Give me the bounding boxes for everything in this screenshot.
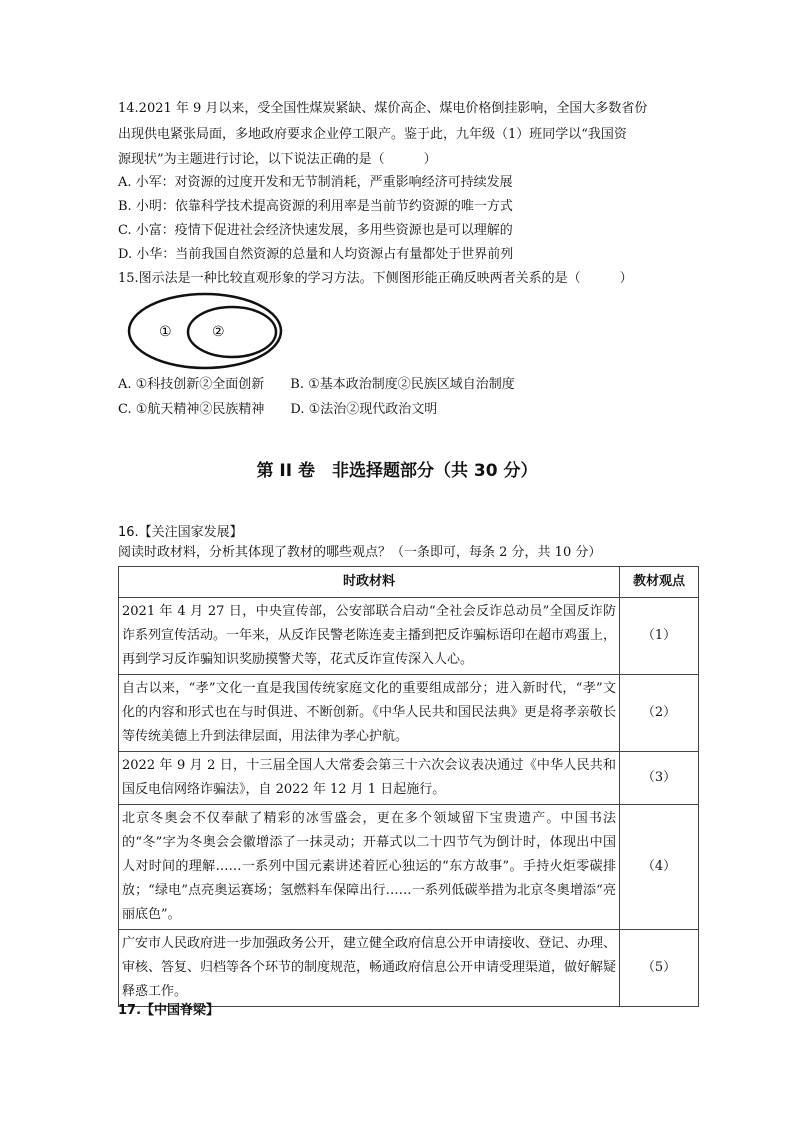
- section-title: 第 II 卷 非选择题部分（共 30 分）: [256, 461, 538, 481]
- table-row: [119, 675, 699, 752]
- material-cell: 2021 年 4 月 27 日，中央宣传部，公安部联合启动“全社会反诈总动员”全国反诈防诈系列宣传活动。一年来，从反诈民警老陈连麦主播到把反诈骗标语印在超市鸡蛋上，再到学习反诈骗知识奖励摸警犬等，花式反诈宣传深入人心。: [119, 598, 620, 675]
- q14-option-d: D. 小华：当前我国自然资源的总量和人均资源占有量都处于世界前列: [118, 247, 514, 262]
- q14-stem-line-1: 14.2021 年 9 月以来，受全国性煤炭紧缺、煤价高企、煤电价格倒挂影响，全国大多数省份: [118, 101, 648, 116]
- view-cell: （1）: [620, 598, 699, 675]
- material-cell: 广安市人民政府进一步加强政务公开，建立健全政府信息公开申请接收、登记、办理、审核、答复、归档等各个环节的制度规范，畅通政府信息公开申请受理渠道，做好解疑释惑工作。: [119, 930, 620, 1007]
- q16-instruction: 阅读时政材料，分析其体现了教材的哪些观点？（一条即可，每条 2 分，共 10 分）: [118, 545, 602, 560]
- view-cell: （5）: [620, 930, 699, 1007]
- table-row: [119, 598, 699, 675]
- table-row: [119, 752, 699, 805]
- inner-ellipse: [188, 307, 276, 357]
- q14-stem-line-2: 出现供电紧张局面，多地政府要求企业停工限产。鉴于此，九年级（1）班同学以“我国资: [118, 127, 627, 142]
- q15-options-row-2: C. ①航天精神②民族精神 D. ①法治②现代政治文明: [118, 402, 438, 417]
- header-view: 教材观点: [620, 567, 699, 598]
- inner-label: ②: [212, 324, 225, 340]
- q14-option-c: C. 小富：疫情下促进社会经济快速发展，多用些资源也是可以理解的: [118, 223, 513, 238]
- table-header-row: [119, 567, 699, 598]
- material-cell: 北京冬奥会不仅奉献了精彩的冰雪盛会，更在多个领域留下宝贵遗产。中国书法的“冬”字为冬奥会会徽增添了一抹灵动；开幕式以二十四节气为倒计时，体现出中国人对时间的理解……一系列中国元素讲述着匠心独运的“东方故事”。手持火炬零碳排放；“绿电”点亮奥运赛场；氢燃料车保障出行……一系列低碳举措为北京冬奥增添“亮丽底色”。: [119, 805, 620, 930]
- view-cell: （2）: [620, 675, 699, 752]
- q17-heading: 17.【中国脊梁】: [118, 1003, 220, 1018]
- material-cell: 2022 年 9 月 2 日，十三届全国人大常委会第三十六次会议表决通过《中华人民共和国反电信网络诈骗法》，自 2022 年 12 月 1 日起施行。: [119, 752, 620, 805]
- outer-ellipse: [129, 294, 281, 368]
- q14-option-a: A. 小军：对资源的过度开发和无节制消耗，严重影响经济可持续发展: [118, 175, 513, 190]
- q14-option-b: B. 小明：依靠科学技术提高资源的利用率是当前节约资源的唯一方式: [118, 199, 513, 214]
- view-cell: （4）: [620, 805, 699, 930]
- table-row: [119, 805, 699, 930]
- header-material: 时政材料: [119, 567, 620, 598]
- q15-stem: 15.图示法是一种比较直观形象的学习方法。下侧图形能正确反映两者关系的是（ ）: [118, 271, 633, 286]
- q14-stem-line-3: 源现状”为主题进行讨论，以下说法正确的是（ ）: [118, 152, 437, 167]
- outer-label: ①: [159, 324, 172, 340]
- q16-heading: 16.【关注国家发展】: [118, 525, 243, 540]
- table-row: [119, 930, 699, 1007]
- q15-options-row-1: A. ①科技创新②全面创新 B. ①基本政治制度②民族区域自治制度: [118, 377, 515, 392]
- material-table: [118, 566, 699, 1007]
- material-cell: 自古以来，“孝”文化一直是我国传统家庭文化的重要组成部分；进入新时代，“孝”文化的内容和形式也在与时俱进、不断创新。《中华人民共和国民法典》更是将孝亲敬长等传统美德上升到法律层面，用法律为孝心护航。: [119, 675, 620, 752]
- view-cell: （3）: [620, 752, 699, 805]
- venn-diagram: [126, 291, 286, 373]
